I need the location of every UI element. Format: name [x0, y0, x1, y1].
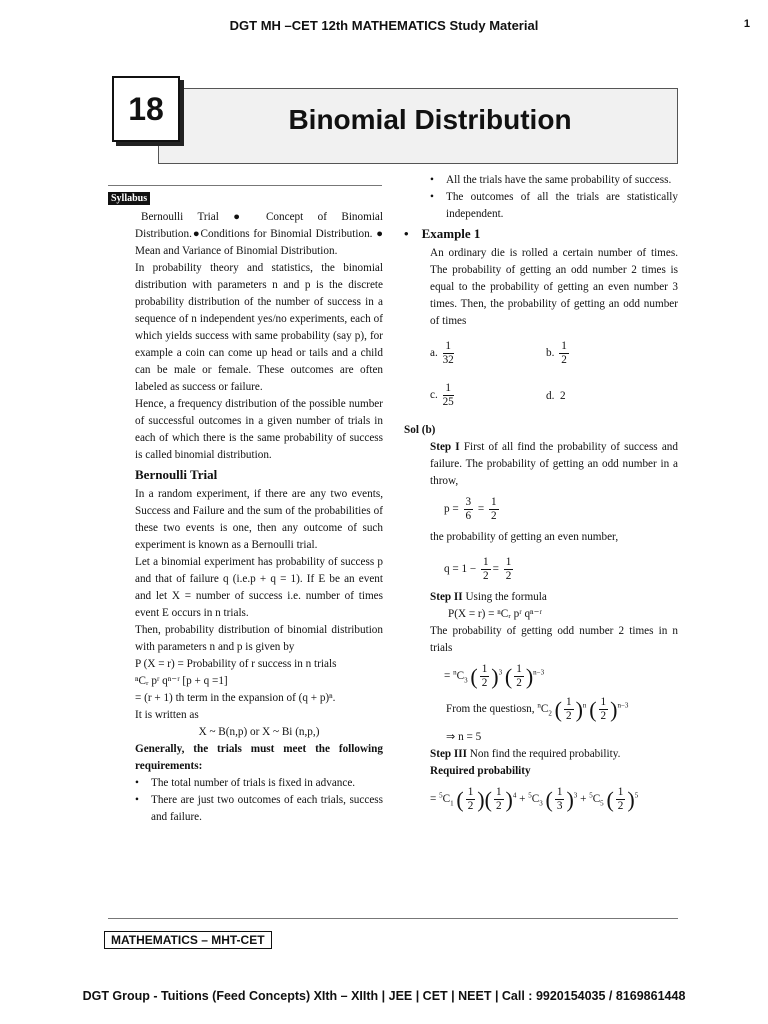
options-row-2	[430, 382, 678, 422]
bernoulli-paragraph: In a random experiment, if there are any two events, Success and Failure and the sum of the probabilities of these two events is one, then any outcome of such experiment is known as a Bernoulli trial.	[135, 488, 383, 551]
divider	[108, 918, 678, 919]
list-item: • The total number of trials is fixed in advance.	[135, 775, 383, 792]
example-heading: • Example 1	[404, 226, 481, 241]
list-item: • All the trials have the same probability of success.	[430, 172, 678, 189]
notation: X ~ B(n,p) or X ~ Bi (n,p,)	[198, 726, 320, 738]
page-footer: DGT Group - Tuitions (Feed Concepts) XIth – XIIth | JEE | CET | NEET | Call : 9920154035 / 8169861448	[82, 989, 686, 1003]
option-d: d. 2	[546, 390, 566, 402]
option-b: b. $\frac{1}{2}$	[546, 340, 567, 366]
page-header: DGT MH –CET 12th MATHEMATICS Study Material	[229, 18, 539, 33]
required-probability-expression: = $^5C_1$ ( $\frac{1}{2}$ )( $\frac{1}{2}$ )$^4 + ^5C_3$ ( $\frac{1}{3}$ )$^3 + ^5C_5$ ( $\frac{1}{2}$ )$^5$	[430, 786, 639, 812]
divider	[108, 185, 382, 186]
odd-text: The probability of getting odd number 2 times in n trials	[430, 625, 678, 654]
example-text: An ordinary die is rolled a certain number of times. The probability of getting an odd number 2 times is equal to the probability of getting an even number 3 times. Then, the probability of getting an odd number of times	[430, 247, 678, 327]
written-as: It is written as	[135, 709, 199, 721]
formula-line-1: P (X = r) = Probability of r success in n trials	[135, 658, 337, 670]
list-item: • There are just two outcomes of each trials, success and failure.	[135, 792, 383, 826]
options-row-1	[430, 330, 678, 382]
left-column	[135, 209, 383, 826]
intro-paragraph: In probability theory and statistics, the binomial distribution with parameters n and p is the discrete probability distribution of the number of success in a sequence of n independent yes/no experiments, each of which yields success with same probability (say p), for example a coin can come up head or tails and a child can be male or female. These outcomes are often labeled as success or failure.	[135, 262, 383, 393]
binomial-expression-1: = $^nC_3$ ( $\frac{1}{2}$ )$^3$ ( $\frac{1}{2}$ )$^{n-3}$	[444, 663, 545, 689]
step-1: Step I First of all find the probability of success and failure. The probability of getting an odd number in a throw,	[430, 441, 678, 487]
chapter-number: 18	[112, 76, 180, 142]
requirements-heading: Generally, the trials must meet the following requirements:	[135, 743, 383, 772]
chapter-title: Binomial Distribution	[288, 104, 572, 135]
n-value: ⇒ n = 5	[446, 731, 482, 743]
formula-line-2: ⁿCᵣ pʳ qⁿ⁻ʳ [p + q =1]	[135, 675, 228, 687]
option-a: a. $\frac{1}{32}$	[430, 340, 454, 366]
let-paragraph: Let a binomial experiment has probability of success p and that of failure q (i.e.p + q = 1). If E be an event and let X = number of success i.e. number of times event E occurs in n trials.	[135, 556, 383, 619]
syllabus-text: Bernoulli Trial ● Concept of Binomial Distribution.●Conditions for Binomial Distribution. ● Mean and Variance of Binomial Distribution.	[135, 211, 383, 257]
syllabus-label: Syllabus	[108, 192, 150, 205]
right-column	[404, 172, 678, 819]
step-2: Step II Using the formula	[430, 591, 547, 603]
binomial-expression-2: From the questiosn, $^nC_2$ ( $\frac{1}{2}$ )$^n$ ( $\frac{1}{2}$ )$^{n-3}$	[446, 696, 629, 722]
then-paragraph: Then, probability distribution of binomial distribution with parameters n and p is given by	[135, 624, 383, 653]
solution-label: Sol (b)	[404, 424, 436, 436]
q-equation: q = 1 − $\frac{1}{2}$ = $\frac{1}{2}$	[444, 556, 512, 582]
even-text: the probability of getting an even number,	[430, 531, 619, 543]
subject-footer-box: MATHEMATICS – MHT-CET	[104, 931, 272, 949]
formula: P(X = r) = ⁿCᵣ pʳ qⁿ⁻ʳ	[448, 608, 542, 620]
required-probability-label: Required probability	[430, 765, 531, 777]
formula-line-3: = (r + 1) th term in the expansion of (q + p)ⁿ.	[135, 692, 336, 704]
step-3: Step III Non find the required probability.	[430, 748, 621, 760]
option-c: c. $\frac{1}{25}$	[430, 382, 454, 408]
logo-watermark-text: Dgt	[356, 456, 400, 486]
list-item: • The outcomes of all the trials are statistically independent.	[430, 189, 678, 223]
bernoulli-heading: Bernoulli Trial	[135, 467, 218, 482]
page-number: 1	[743, 18, 750, 30]
frequency-paragraph: Hence, a frequency distribution of the possible number of successful outcomes in a given number of trials in each of which there is the same probability of success is called binomial distribution.	[135, 398, 383, 461]
p-equation: p = $\frac{3}{6}$ = $\frac{1}{2}$	[444, 496, 497, 522]
